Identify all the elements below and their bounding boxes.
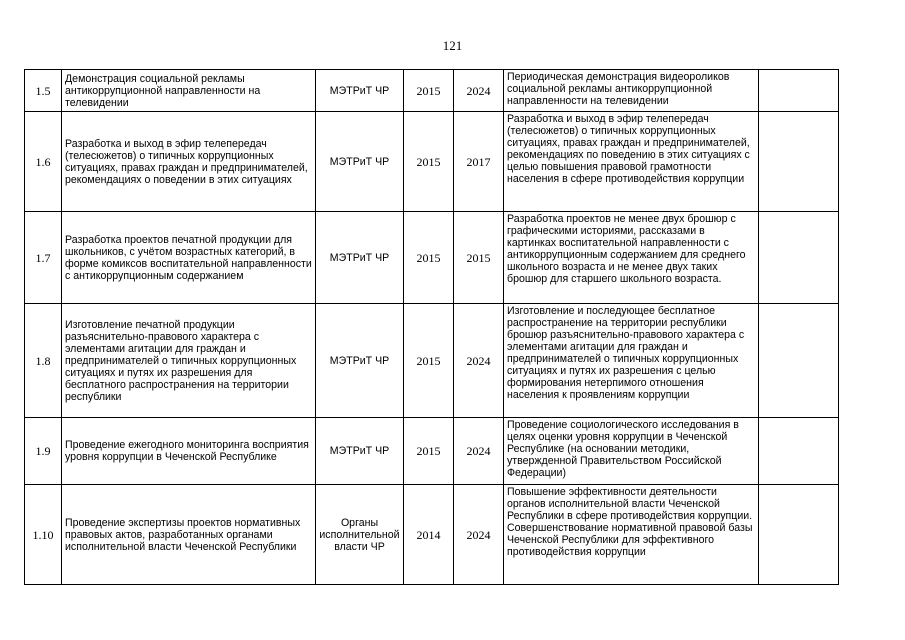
start-year: 2015: [404, 304, 454, 418]
measure-name: Демонстрация социальной рекламы антикоррупционной направленности на телевидении: [62, 70, 316, 112]
measure-name: Проведение ежегодного мониторинга восприятия уровня коррупции в Чеченской Республике: [62, 418, 316, 485]
table-row: [25, 212, 839, 304]
table-row: [25, 70, 839, 112]
executor: Органы исполнительной власти ЧР: [316, 485, 404, 585]
row-number: 1.10: [25, 485, 62, 585]
table-row: [25, 112, 839, 212]
executor: МЭТРиТ ЧР: [316, 212, 404, 304]
start-year: 2014: [404, 485, 454, 585]
empty-cell: [759, 304, 839, 418]
measure-name: Разработка и выход в эфир телепередач (телесюжетов) о типичных коррупционных ситуациях, правах граждан и предпринимателей, рекомендациях о поведении в этих ситуациях: [62, 112, 316, 212]
start-year: 2015: [404, 212, 454, 304]
expected-result: Периодическая демонстрация видеороликов социальной рекламы антикоррупционной направленности на телевидении: [504, 70, 759, 112]
row-number: 1.5: [25, 70, 62, 112]
page-number: 121: [442, 38, 463, 53]
start-year: 2015: [404, 112, 454, 212]
expected-result: Проведение социологического исследования в целях оценки уровня коррупции в Чеченской Республике (на основании методики, утвержденной Правительством Российской Федерации): [504, 418, 759, 485]
row-number: 1.7: [25, 212, 62, 304]
expected-result: Повышение эффективности деятельности органов исполнительной власти Чеченской Республики в сфере противодействия коррупции. Совершенствование нормативной правовой базы Чеченской Республики для эффективного противодействия коррупции: [504, 485, 759, 585]
executor: МЭТРиТ ЧР: [316, 304, 404, 418]
row-number: 1.8: [25, 304, 62, 418]
measures-table: [24, 69, 839, 585]
expected-result: Разработка проектов не менее двух брошюр с графическими историями, рассказами в картинках воспитательной направленности с антикоррупционным содержанием для среднего школьного возраста и не менее двух таких брошюр для старшего школьного возраста.: [504, 212, 759, 304]
empty-cell: [759, 485, 839, 585]
start-year: 2015: [404, 70, 454, 112]
empty-cell: [759, 418, 839, 485]
row-number: 1.9: [25, 418, 62, 485]
executor: МЭТРиТ ЧР: [316, 70, 404, 112]
table-row: [25, 485, 839, 585]
measure-name: Проведение экспертизы проектов нормативных правовых актов, разработанных органами исполнительной власти Чеченской Республики: [62, 485, 316, 585]
end-year: 2024: [454, 485, 504, 585]
measure-name: Изготовление печатной продукции разъяснительно-правового характера с элементами агитации для граждан и предпринимателей о типичных коррупционных ситуациях и путях их разрешения для бесплатного распространения на территории республики: [62, 304, 316, 418]
empty-cell: [759, 112, 839, 212]
measure-name: Разработка проектов печатной продукции для школьников, с учётом возрастных категорий, в форме комиксов воспитательной направленности с антикоррупционным содержанием: [62, 212, 316, 304]
expected-result: Изготовление и последующее бесплатное распространение на территории республики брошюр разъяснительно-правового характера с элементами агитации для граждан и предпринимателей о типичных коррупционных ситуациях и путях их разрешения с целью формирования нетерпимого отношения населения к проявлениям коррупции: [504, 304, 759, 418]
table-row: [25, 418, 839, 485]
row-number: 1.6: [25, 112, 62, 212]
executor: МЭТРиТ ЧР: [316, 418, 404, 485]
executor: МЭТРиТ ЧР: [316, 112, 404, 212]
end-year: 2024: [454, 70, 504, 112]
empty-cell: [759, 212, 839, 304]
expected-result: Разработка и выход в эфир телепередач (телесюжетов) о типичных коррупционных ситуациях, правах граждан и предпринимателей, рекомендациях по поведению в этих ситуациях с целью повышения правовой грамотности населения в сфере противодействия коррупции: [504, 112, 759, 212]
end-year: 2015: [454, 212, 504, 304]
table-row: [25, 304, 839, 418]
empty-cell: [759, 70, 839, 112]
end-year: 2024: [454, 418, 504, 485]
end-year: 2017: [454, 112, 504, 212]
start-year: 2015: [404, 418, 454, 485]
end-year: 2024: [454, 304, 504, 418]
